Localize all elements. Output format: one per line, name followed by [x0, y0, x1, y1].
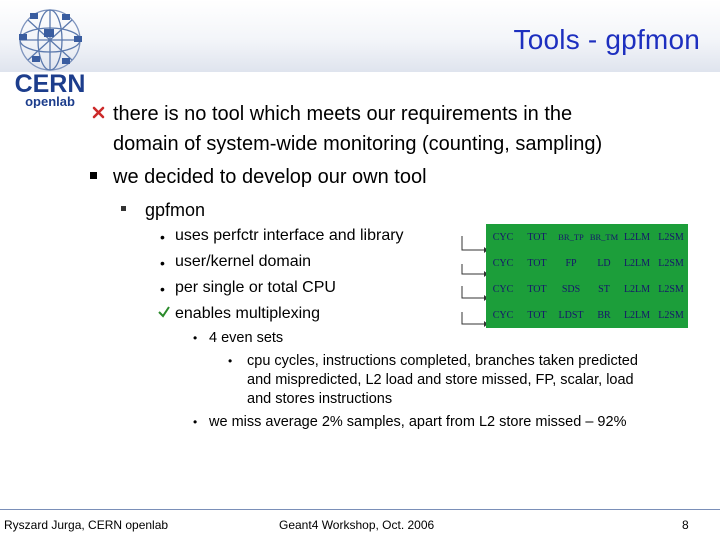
feature-domain: user/kernel domain: [175, 253, 312, 270]
detail-events-line3: and stores instructions: [247, 391, 393, 407]
counter-cell: L2LM: [623, 309, 651, 321]
feature-perfctr: uses perfctr interface and library: [175, 227, 404, 244]
detail-miss: we miss average 2% samples, apart from L2 store missed – 92%: [209, 414, 627, 430]
counter-cell: L2SM: [658, 231, 684, 243]
bullet-no-tool-line2: domain of system-wide monitoring (counting, sampling): [113, 133, 603, 155]
square-bullet-icon: [90, 172, 97, 179]
detail-sets: 4 even sets: [209, 330, 284, 346]
counter-cell: L2LM: [623, 283, 651, 295]
counter-cell: L2SM: [658, 309, 684, 321]
counter-cell: BR_TP: [558, 232, 584, 242]
counter-cell: L2SM: [658, 257, 684, 269]
detail-events-line2: and mispredicted, L2 load and store missed, FP, scalar, load: [247, 372, 634, 388]
dot-icon: •: [193, 415, 198, 429]
counter-cell: TOT: [527, 309, 547, 321]
counter-cell: CYC: [492, 309, 514, 321]
sub-bullet-gpfmon: gpfmon: [145, 200, 206, 220]
cross-icon: [92, 106, 105, 119]
counter-cell: LDST: [558, 309, 584, 321]
counter-cell: TOT: [527, 257, 547, 269]
arrows-connector: [456, 228, 488, 328]
logo-openlab-text: openlab: [25, 94, 75, 108]
counter-sets-grid: [486, 224, 688, 328]
footer-event: Geant4 Workshop, Oct. 2006: [279, 518, 435, 532]
network-globe-icon: [20, 10, 80, 70]
footer-author: Ryszard Jurga, CERN openlab: [4, 518, 169, 532]
dot-icon: •: [160, 255, 165, 271]
counter-cell: L2LM: [623, 231, 651, 243]
counter-cell: CYC: [492, 257, 514, 269]
counter-cell: TOT: [527, 283, 547, 295]
feature-multiplexing: enables multiplexing: [175, 305, 320, 322]
dot-icon: •: [193, 331, 198, 345]
footer-page-number: 8: [682, 518, 689, 532]
counter-cell: CYC: [492, 231, 514, 243]
dot-icon: •: [160, 229, 165, 245]
detail-events-line1: cpu cycles, instructions completed, branches taken predicted: [247, 353, 638, 369]
counter-cell: CYC: [492, 283, 514, 295]
square-bullet-icon: [121, 206, 126, 211]
dot-icon: •: [160, 281, 165, 297]
slide-title: Tools - gpfmon: [513, 24, 700, 55]
counter-cell: SDS: [561, 283, 581, 295]
counter-cell: BR: [597, 309, 611, 321]
counter-cell: LD: [597, 257, 611, 269]
bullet-no-tool-line1: there is no tool which meets our requirements in the: [113, 103, 573, 125]
bullet-develop-tool: we decided to develop our own tool: [113, 166, 427, 188]
counter-cell: BR_TM: [589, 232, 619, 242]
counter-cell: ST: [598, 283, 610, 295]
feature-cpu: per single or total CPU: [175, 279, 336, 296]
counter-cell: TOT: [527, 231, 547, 243]
counter-cell: FP: [565, 257, 577, 269]
cern-openlab-logo: [4, 4, 96, 108]
dot-icon: •: [228, 354, 233, 368]
footer-divider: [0, 509, 720, 510]
counter-cell: L2SM: [658, 283, 684, 295]
counter-cell: L2LM: [623, 257, 651, 269]
logo-cern-text: CERN: [14, 70, 86, 98]
check-icon: [157, 305, 171, 319]
